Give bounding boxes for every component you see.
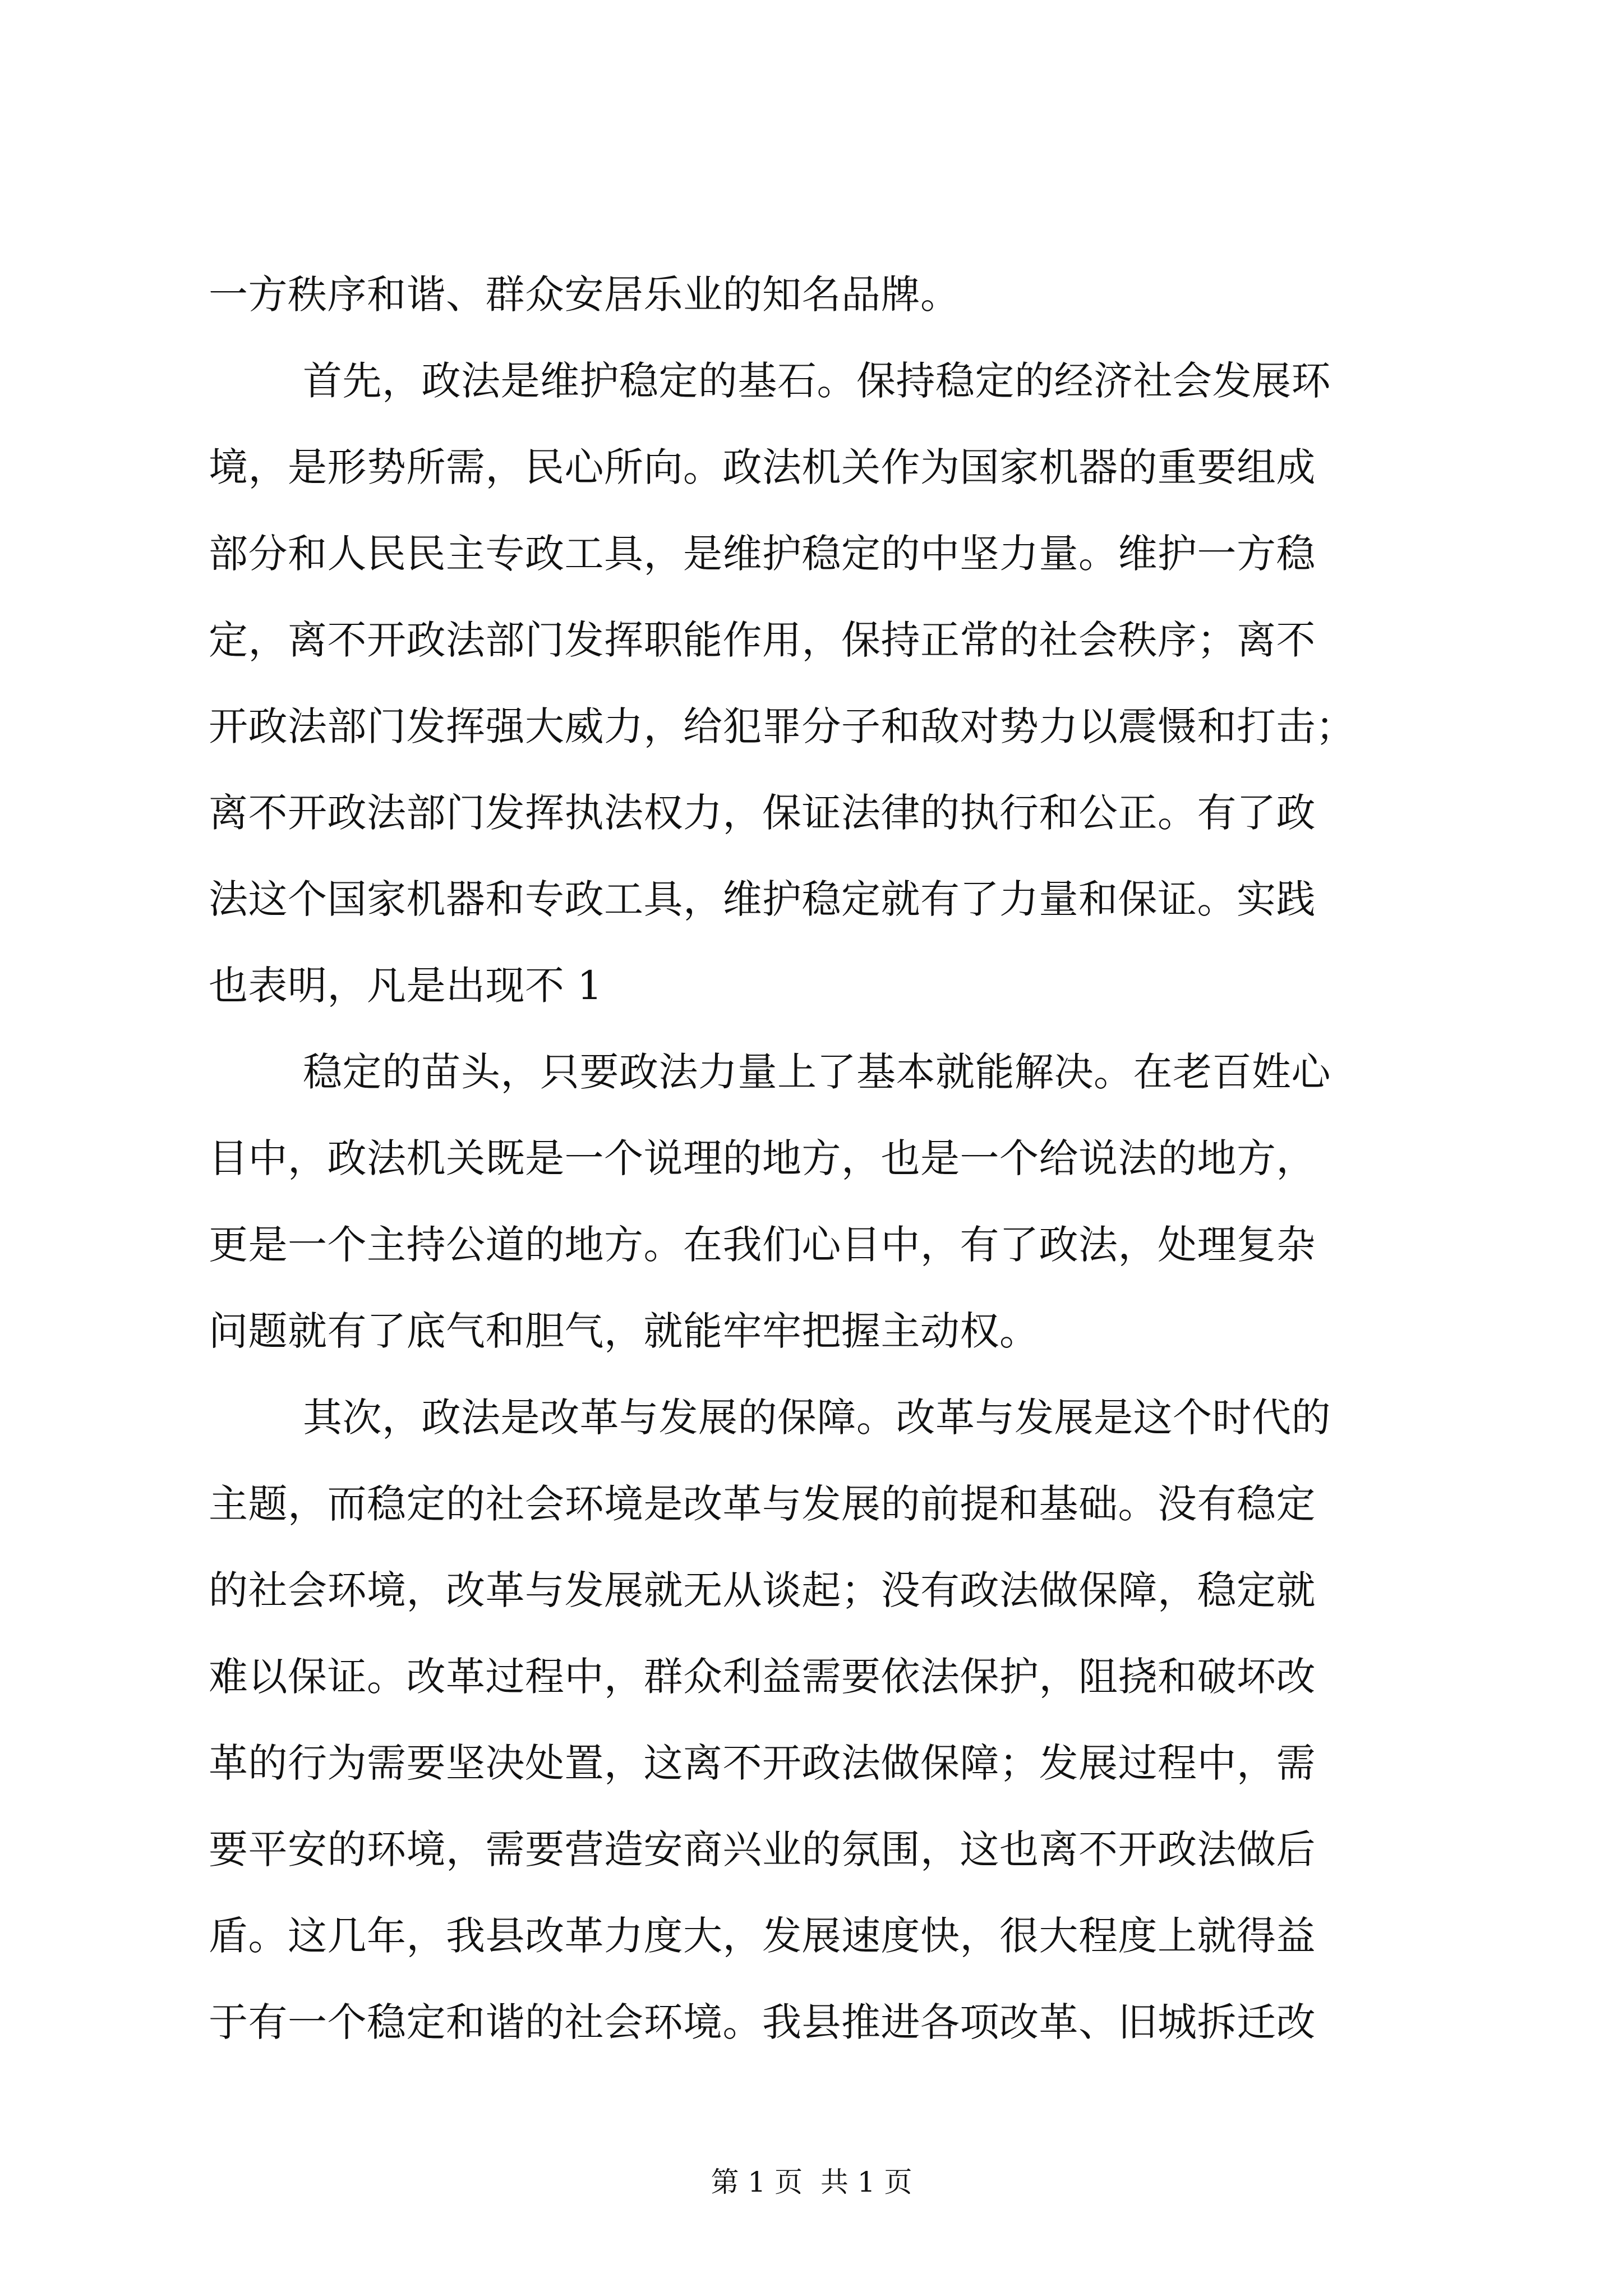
text-line: 盾。这几年，我县改革力度大，发展速度快，很大程度上就得益 xyxy=(209,1913,1316,1959)
page-number-footer: 第 1 页 共 1 页 xyxy=(711,2166,912,2198)
text-line: 境，是形势所需，民心所向。政法机关作为国家机器的重要组成 xyxy=(209,444,1316,490)
text-line: 的社会环境，改革与发展就无从谈起；没有政法做保障，稳定就 xyxy=(209,1567,1316,1613)
text-line: 定，离不开政法部门发挥职能作用，保持正常的社会秩序；离不 xyxy=(209,617,1316,663)
text-line: 革的行为需要坚决处置，这离不开政法做保障；发展过程中，需 xyxy=(209,1740,1316,1786)
text-line: 稳定的苗头，只要政法力量上了基本就能解决。在老百姓心 xyxy=(303,1049,1331,1095)
text-line: 难以保证。改革过程中，群众利益需要依法保护，阻挠和破坏改 xyxy=(209,1654,1316,1700)
text-line: 要平安的环境，需要营造安商兴业的氛围，这也离不开政法做后 xyxy=(209,1826,1316,1872)
text-line: 目中，政法机关既是一个说理的地方，也是一个给说法的地方， xyxy=(209,1135,1316,1181)
text-line: 首先，政法是维护稳定的基石。保持稳定的经济社会发展环 xyxy=(303,358,1331,404)
text-line: 于有一个稳定和谐的社会环境。我县推进各项改革、旧城拆迁改 xyxy=(209,1999,1316,2045)
text-line: 一方秩序和谐、群众安居乐业的知名品牌。 xyxy=(209,272,960,318)
text-line: 其次，政法是改革与发展的保障。改革与发展是这个时代的 xyxy=(303,1395,1331,1441)
text-line: 问题就有了底气和胆气，就能牢牢把握主动权。 xyxy=(209,1308,1039,1354)
text-line: 主题，而稳定的社会环境是改革与发展的前提和基础。没有稳定 xyxy=(209,1481,1316,1527)
text-line: 开政法部门发挥强大威力，给犯罪分子和敌对势力以震慑和打击； xyxy=(209,703,1355,749)
text-line: 离不开政法部门发挥执法权力，保证法律的执行和公正。有了政 xyxy=(209,790,1316,836)
text-line: 法这个国家机器和专政工具，维护稳定就有了力量和保证。实践 xyxy=(209,876,1316,922)
text-line: 部分和人民民主专政工具，是维护稳定的中坚力量。维护一方稳 xyxy=(209,531,1316,577)
text-line: 也表明，凡是出现不 1 xyxy=(209,963,603,1009)
text-line: 更是一个主持公道的地方。在我们心目中，有了政法，处理复杂 xyxy=(209,1222,1316,1268)
